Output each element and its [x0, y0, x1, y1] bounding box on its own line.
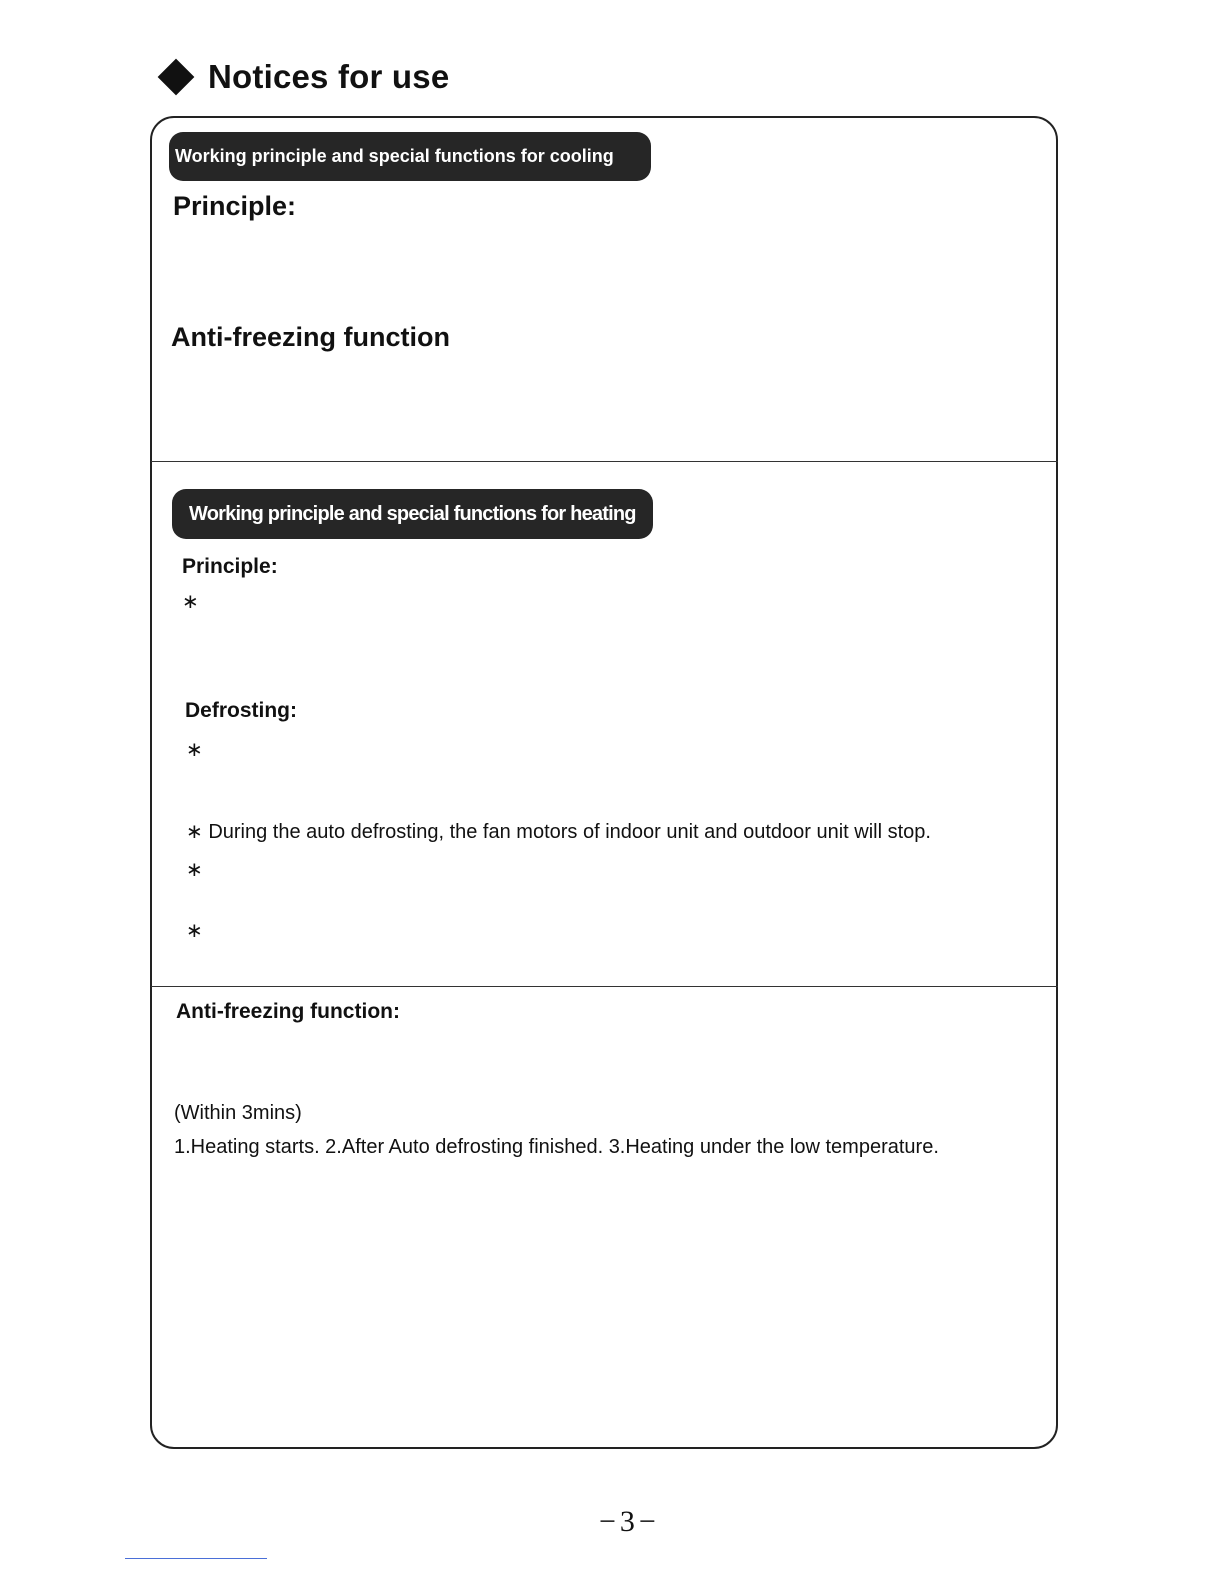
antifreeze-heading: Anti-freezing function: — [176, 1000, 400, 1023]
content-frame — [150, 116, 1058, 1449]
heating-principle-bullet: ∗ — [182, 589, 199, 613]
defrost-bullet-1: ∗ — [186, 737, 203, 761]
defrost-bullet-3: ∗ — [186, 857, 203, 881]
heating-section-banner: Working principle and special functions for heating — [172, 489, 653, 539]
cooling-principle-heading: Principle: — [173, 191, 297, 221]
cooling-section-banner: Working principle and special functions for cooling — [169, 132, 651, 181]
antifreeze-conditions-line: 1.Heating starts. 2.After Auto defrosting finished. 3.Heating under the low temperature. — [174, 1136, 939, 1158]
footer-rule — [125, 1558, 267, 1559]
antifreeze-within-note: (Within 3mins) — [174, 1102, 302, 1124]
heating-principle-heading: Principle: — [182, 555, 278, 578]
section-divider-cooling-heating — [151, 461, 1058, 462]
defrost-bullet-2: ∗ During the auto defrosting, the fan motors of indoor unit and outdoor unit will stop. — [186, 821, 931, 843]
page-number: −3− — [599, 1505, 660, 1538]
page-title-text: Notices for use — [208, 58, 450, 95]
defrosting-heading: Defrosting: — [185, 699, 297, 722]
diamond-bullet-icon — [158, 59, 195, 96]
page-title — [157, 58, 449, 96]
cooling-antifreeze-heading: Anti-freezing function — [171, 322, 450, 352]
section-divider-heating-antifreeze — [151, 986, 1058, 987]
defrost-bullet-4: ∗ — [186, 918, 203, 942]
